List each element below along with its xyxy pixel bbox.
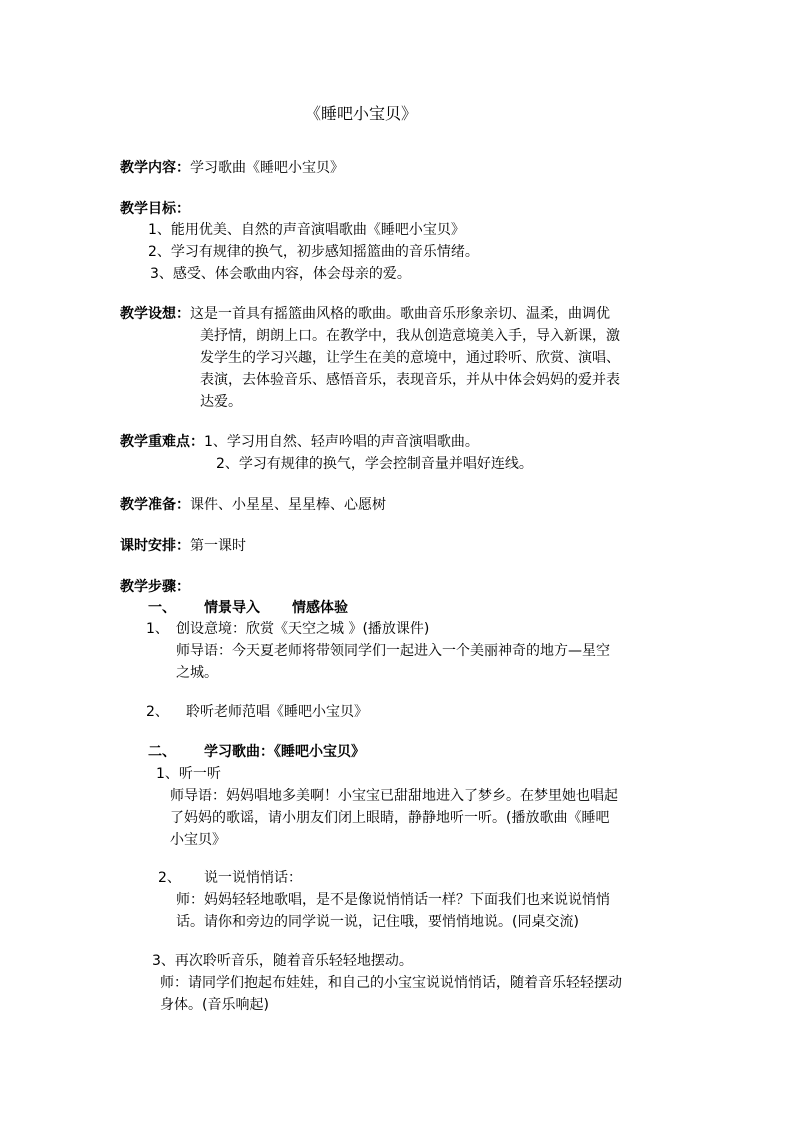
concept-label: 教学设想： [120, 306, 190, 322]
step2-item1-line: 小宝贝》 [170, 832, 226, 848]
keypoints-row [120, 432, 479, 452]
step2-item3-title: 3、再次聆听音乐，随着音乐轻轻地摆动。 [152, 953, 413, 969]
step2-title: 学习歌曲：《睡吧小宝贝》 [204, 744, 365, 760]
concept-line: 达爱。 [200, 394, 242, 410]
goal-item: 1、能用优美、自然的声音演唱歌曲《睡吧小宝贝》 [148, 222, 465, 238]
step2-item2-line: 话。请你和旁边的同学说一说，记住哦，要悄悄地说。(同桌交流) [176, 914, 579, 930]
concept-row [120, 304, 610, 324]
schedule-text: 第一课时 [190, 538, 246, 554]
step1-item1-text: 创设意境：欣赏《天空之城 》(播放课件) [176, 621, 430, 637]
step2-item1-line: 了妈妈的歌谣，请小朋友们闭上眼睛，静静地听一听。(播放歌曲《睡吧 [170, 810, 610, 826]
step1-title-2: 情感体验 [292, 600, 348, 616]
steps-label: 教学步骤： [120, 579, 190, 595]
concept-line: 这是一首具有摇篮曲风格的歌曲。歌曲音乐形象亲切、温柔，曲调优 [190, 306, 610, 322]
step1-item1-num: 1、 [146, 621, 169, 637]
goal-item: 3、感受、体会歌曲内容，体会母亲的爱。 [150, 266, 411, 282]
content-row [120, 158, 344, 178]
prep-text: 课件、小星星、星星棒、心愿树 [190, 497, 386, 513]
prep-label: 教学准备： [120, 497, 190, 513]
concept-line: 发学生的学习兴趣，让学生在美的意境中，通过聆听、欣赏、演唱、 [200, 350, 620, 366]
step2-item3-line: 师：请同学们抱起布娃娃，和自己的小宝宝说说悄悄话，随着音乐轻轻摆动 [160, 975, 622, 991]
keypoints-label: 教学重难点： [120, 434, 204, 450]
prep-row [120, 495, 386, 515]
content-text: 学习歌曲《睡吧小宝贝》 [190, 160, 344, 176]
step2-item2-title: 说一说悄悄话： [204, 870, 302, 886]
page-title: 《睡吧小宝贝》 [305, 104, 418, 123]
step2-item2-line: 师：妈妈轻轻地歌唱，是不是像说悄悄话一样？下面我们也来说说悄悄 [176, 892, 610, 908]
goal-item: 2、学习有规律的换气，初步感知摇篮曲的音乐情绪。 [148, 244, 479, 260]
goals-label: 教学目标： [120, 201, 190, 217]
step2-item1-line: 师导语：妈妈唱地多美啊！小宝宝已甜甜地进入了梦乡。在梦里她也唱起 [170, 788, 618, 804]
step2-item1-title: 1、听一听 [156, 766, 221, 782]
step1-item2-text: 聆听老师范唱《睡吧小宝贝》 [186, 704, 368, 720]
step2-item3-line: 身体。(音乐响起) [160, 997, 269, 1013]
concept-line: 美抒情，朗朗上口。在教学中，我从创造意境美入手，导入新课，激 [200, 328, 620, 344]
step1-item1-line: 师导语：今天夏老师将带领同学们一起进入一个美丽神奇的地方—星空 [176, 643, 610, 659]
step2-item2-num: 2、 [158, 870, 181, 886]
step1-title: 情景导入 [204, 600, 260, 616]
content-label: 教学内容： [120, 160, 190, 176]
step1-item2-num: 2、 [146, 704, 169, 720]
schedule-label: 课时安排： [120, 538, 190, 554]
schedule-row [120, 536, 246, 556]
keypoint-item: 1、学习用自然、轻声吟唱的声音演唱歌曲。 [204, 434, 479, 450]
step1-item1-line: 之城。 [176, 665, 218, 681]
step1-num: 一、 [148, 600, 176, 616]
keypoint-item: 2、学习有规律的换气，学会控制音量并唱好连线。 [216, 456, 533, 472]
step2-num: 二、 [148, 744, 176, 760]
concept-line: 表演，去体验音乐、感悟音乐，表现音乐，并从中体会妈妈的爱并表 [200, 372, 620, 388]
